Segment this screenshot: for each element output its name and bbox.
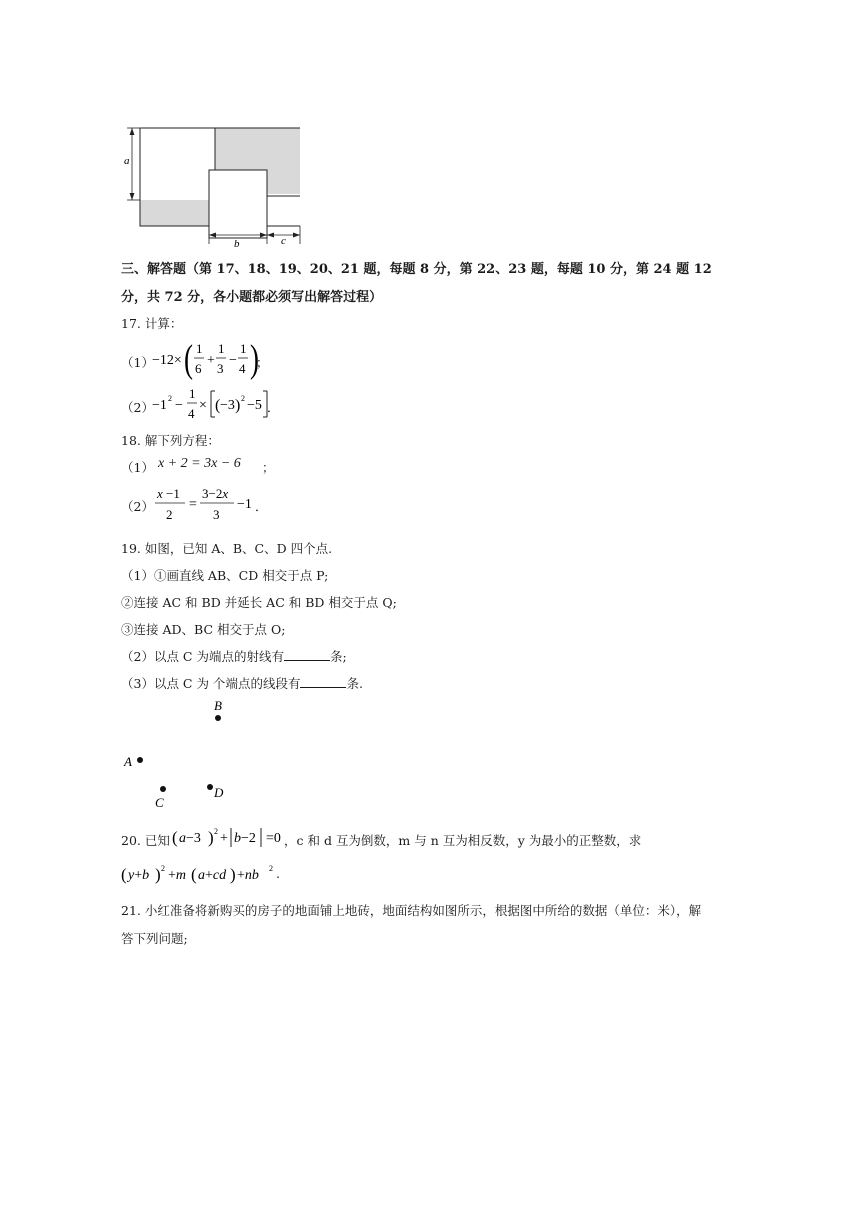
q19-line2: ②连接 AC 和 BD 并延长 AC 和 BD 相交于点 Q; — [121, 595, 397, 610]
svg-text:2: 2 — [168, 394, 172, 403]
q17-title: 17. 计算： — [121, 316, 183, 331]
svg-text:2: 2 — [241, 394, 245, 403]
svg-text:): ) — [155, 865, 161, 884]
rectangles-figure — [120, 120, 310, 250]
q18-part2-end: ． — [255, 499, 268, 514]
q17-part2-label: （2） — [121, 400, 154, 415]
svg-text:2: 2 — [166, 507, 173, 522]
q20-conditions-text: ，c 和 d 互为倒数，m 与 n 互为相反数，y 为最小的正整数，求 — [284, 833, 642, 848]
svg-text:(: ( — [184, 337, 193, 381]
svg-text:−1: −1 — [152, 398, 167, 413]
svg-text:+nb: +nb — [237, 868, 259, 883]
q20-prefix: 20. 已知 — [121, 833, 170, 848]
q19-line4-suffix: 条; — [329, 649, 347, 664]
q19-line4 — [121, 647, 347, 665]
q18-part2-label: （2） — [121, 499, 154, 514]
q20-expression — [119, 859, 289, 889]
svg-text:3: 3 — [217, 361, 224, 376]
svg-text:3: 3 — [213, 507, 220, 522]
svg-text:(: ( — [191, 865, 197, 884]
points-figure — [118, 695, 238, 815]
svg-text:6: 6 — [195, 361, 202, 376]
label-c: c — [281, 235, 286, 247]
svg-text:a−3: a−3 — [179, 831, 201, 846]
q17-part1-expression — [150, 337, 270, 381]
svg-text:y+b: y+b — [128, 868, 150, 883]
svg-text:−3: −3 — [220, 398, 235, 413]
q21-line2: 答下列问题; — [121, 931, 188, 946]
svg-text:a+cd: a+cd — [198, 868, 227, 883]
q20-end: . — [276, 866, 280, 881]
q18-title: 18. 解下列方程： — [121, 433, 220, 448]
svg-text:2: 2 — [161, 864, 165, 873]
svg-text:=0: =0 — [266, 831, 281, 846]
point-c-label: C — [155, 795, 164, 810]
q19-line3: ③连接 AD、BC 相交于点 O; — [121, 622, 286, 637]
q18-part1-end: ； — [262, 460, 275, 475]
shaded-region-bottom-left — [140, 200, 209, 226]
svg-text:1: 1 — [240, 341, 247, 356]
svg-text:1: 1 — [189, 386, 196, 401]
q19-title: 19. 如图，已知 A、B、C、D 四个点. — [121, 541, 333, 556]
svg-text:3−2x: 3−2x — [202, 486, 229, 501]
svg-text:): ) — [230, 865, 236, 884]
svg-text:+: + — [220, 831, 228, 846]
label-b: b — [234, 238, 240, 250]
svg-text:−12×: −12× — [152, 353, 182, 368]
svg-text:4: 4 — [239, 361, 246, 376]
svg-text:−: − — [175, 398, 183, 413]
svg-text:1: 1 — [196, 341, 203, 356]
answer-blank-segments[interactable] — [300, 675, 346, 688]
svg-text:x −1: x −1 — [157, 486, 180, 501]
point-d — [207, 784, 213, 790]
svg-text:−5: −5 — [247, 398, 262, 413]
svg-text:1: 1 — [218, 341, 225, 356]
svg-text:+m: +m — [168, 868, 187, 883]
q18-part2-equation — [152, 483, 262, 527]
section-heading-line1: 三、解答题（第 17、18、19、20、21 题，每题 8 分，第 22、23 题，每题 10 分，第 24 题 12 — [121, 262, 712, 277]
point-b-label: B — [214, 698, 222, 713]
svg-text:): ) — [235, 397, 241, 414]
section-heading-line2: 分，共 72 分，各小题都必须写出解答过程） — [121, 290, 383, 305]
svg-text:−: − — [229, 353, 237, 368]
label-a: a — [124, 155, 130, 167]
inner-square — [209, 170, 267, 238]
q19-line5 — [121, 674, 363, 692]
q18-part1-label: （1） — [121, 460, 154, 475]
point-b — [215, 715, 221, 721]
q18-part1-equation: x + 2 = 3x − 6 — [158, 456, 241, 471]
q17-part2-expression — [150, 383, 280, 427]
q19-line4-text: （2）以点 C 为端点的射线有 — [121, 649, 284, 664]
point-a-label: A — [124, 754, 132, 769]
svg-text:−1: −1 — [237, 497, 252, 512]
answer-blank-rays[interactable] — [284, 648, 330, 661]
q19-line5-suffix: 条. — [346, 676, 363, 691]
q17-part1-label: （1） — [121, 355, 154, 370]
svg-text:×: × — [199, 398, 207, 413]
svg-text:(: ( — [172, 828, 178, 847]
svg-text:b−2: b−2 — [234, 831, 256, 846]
svg-text:): ) — [250, 337, 259, 381]
point-a — [137, 757, 143, 763]
q19-line5-text: （3）以点 C 为 个端点的线段有 — [121, 676, 301, 691]
svg-text:(: ( — [215, 397, 221, 414]
svg-text:): ) — [208, 828, 214, 847]
point-d-label: D — [214, 785, 224, 800]
q21-line1: 21. 小红准备将新购买的房子的地面铺上地砖，地面结构如图所示，根据图中所给的数据（单位：米），解 — [121, 903, 702, 918]
svg-text:(: ( — [121, 865, 127, 884]
svg-text:2: 2 — [269, 864, 273, 873]
svg-text:+: + — [207, 353, 215, 368]
q19-line1: （1）①画直线 AB、CD 相交于点 P; — [121, 568, 329, 583]
q17-part2-end: ． — [267, 400, 280, 415]
q17-part1-end: ； — [256, 355, 269, 370]
svg-text:4: 4 — [188, 406, 195, 421]
svg-text:2: 2 — [214, 827, 218, 836]
svg-text:=: = — [189, 497, 197, 512]
point-c — [160, 786, 166, 792]
